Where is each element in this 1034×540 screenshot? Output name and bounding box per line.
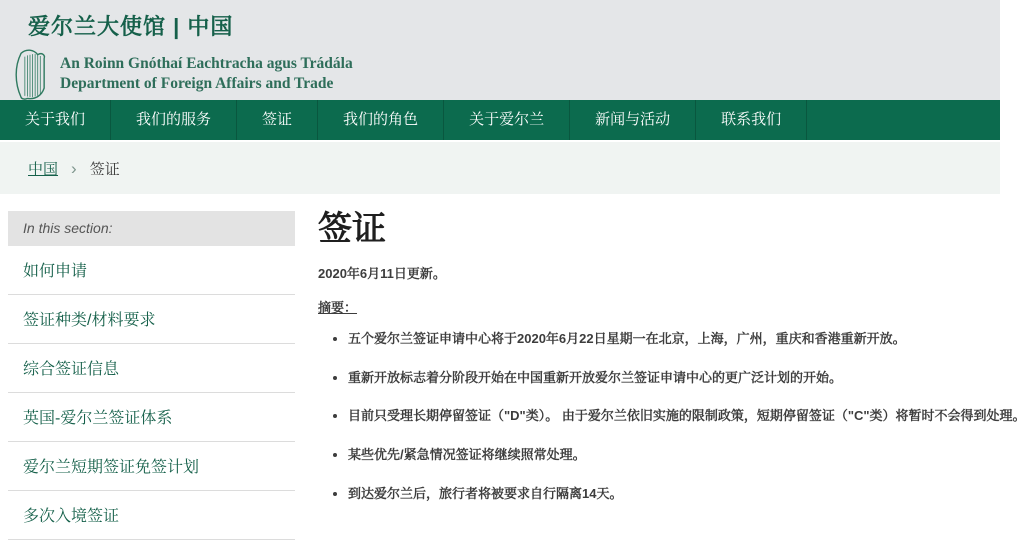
summary-bullet: • 某些优先/紧急情况签证将继续照常处理。 [348, 446, 1026, 464]
breadcrumb [0, 140, 1000, 194]
harp-icon [12, 43, 48, 105]
page-title: 签证 [318, 210, 386, 248]
sidebar-item-visa-types[interactable]: 签证种类/材料要求 [8, 295, 295, 344]
section-sidebar [8, 211, 295, 540]
sidebar-item-how-to-apply[interactable]: 如何申请 [8, 246, 295, 295]
site-title[interactable]: 爱尔兰大使馆 | 中国 [28, 14, 234, 39]
department-logo[interactable] [12, 43, 1000, 105]
nav-item-about-us[interactable]: 关于我们 [0, 100, 111, 140]
main-content [318, 211, 1034, 523]
breadcrumb-separator-icon: › [71, 158, 77, 178]
summary-bullet: • 目前只受理长期停留签证（"D"类）。 由于爱尔兰依旧实施的限制政策，短期停留签证（"C"类）将暂时不会得到处理。 [348, 407, 1026, 425]
summary-label: 摘要： [318, 300, 358, 316]
summary-bullet-list [318, 330, 1026, 502]
sidebar-item-general-visa-info[interactable]: 综合签证信息 [8, 344, 295, 393]
nav-item-contact-us[interactable]: 联系我们 [696, 100, 807, 140]
main-nav [0, 100, 1000, 140]
nav-item-visas[interactable]: 签证 [237, 100, 318, 140]
nav-item-about-ireland[interactable]: 关于爱尔兰 [444, 100, 570, 140]
department-name-irish: An Roinn Gnóthaí Eachtracha agus Trádála [60, 54, 353, 72]
department-name [60, 54, 353, 94]
nav-item-our-role[interactable]: 我们的角色 [318, 100, 444, 140]
content-area [0, 194, 1026, 540]
sidebar-item-short-stay-waiver[interactable]: 爱尔兰短期签证免签计划 [8, 442, 295, 491]
department-name-english: Department of Foreign Affairs and Trade [60, 75, 334, 92]
breadcrumb-link-china[interactable]: 中国 [28, 160, 59, 178]
updated-date: 2020年6月11日更新。 [318, 266, 446, 282]
breadcrumb-current-page: 签证 [89, 160, 120, 178]
summary-bullet: • 重新开放标志着分阶段开始在中国重新开放爱尔兰签证申请中心的更广泛计划的开始。 [348, 369, 1026, 387]
site-header [0, 0, 1000, 100]
sidebar-heading: In this section: [8, 211, 295, 246]
sidebar-item-british-irish-visa[interactable]: 英国-爱尔兰签证体系 [8, 393, 295, 442]
summary-bullet: • 到达爱尔兰后，旅行者将被要求自行隔离14天。 [348, 485, 1026, 503]
nav-item-news-events[interactable]: 新闻与活动 [570, 100, 696, 140]
nav-item-our-services[interactable]: 我们的服务 [111, 100, 237, 140]
sidebar-item-multi-entry-visa[interactable]: 多次入境签证 [8, 491, 295, 540]
summary-bullet: • 五个爱尔兰签证申请中心将于2020年6月22日星期一在北京，上海，广州，重庆和香港重新开放。 [348, 330, 1026, 348]
